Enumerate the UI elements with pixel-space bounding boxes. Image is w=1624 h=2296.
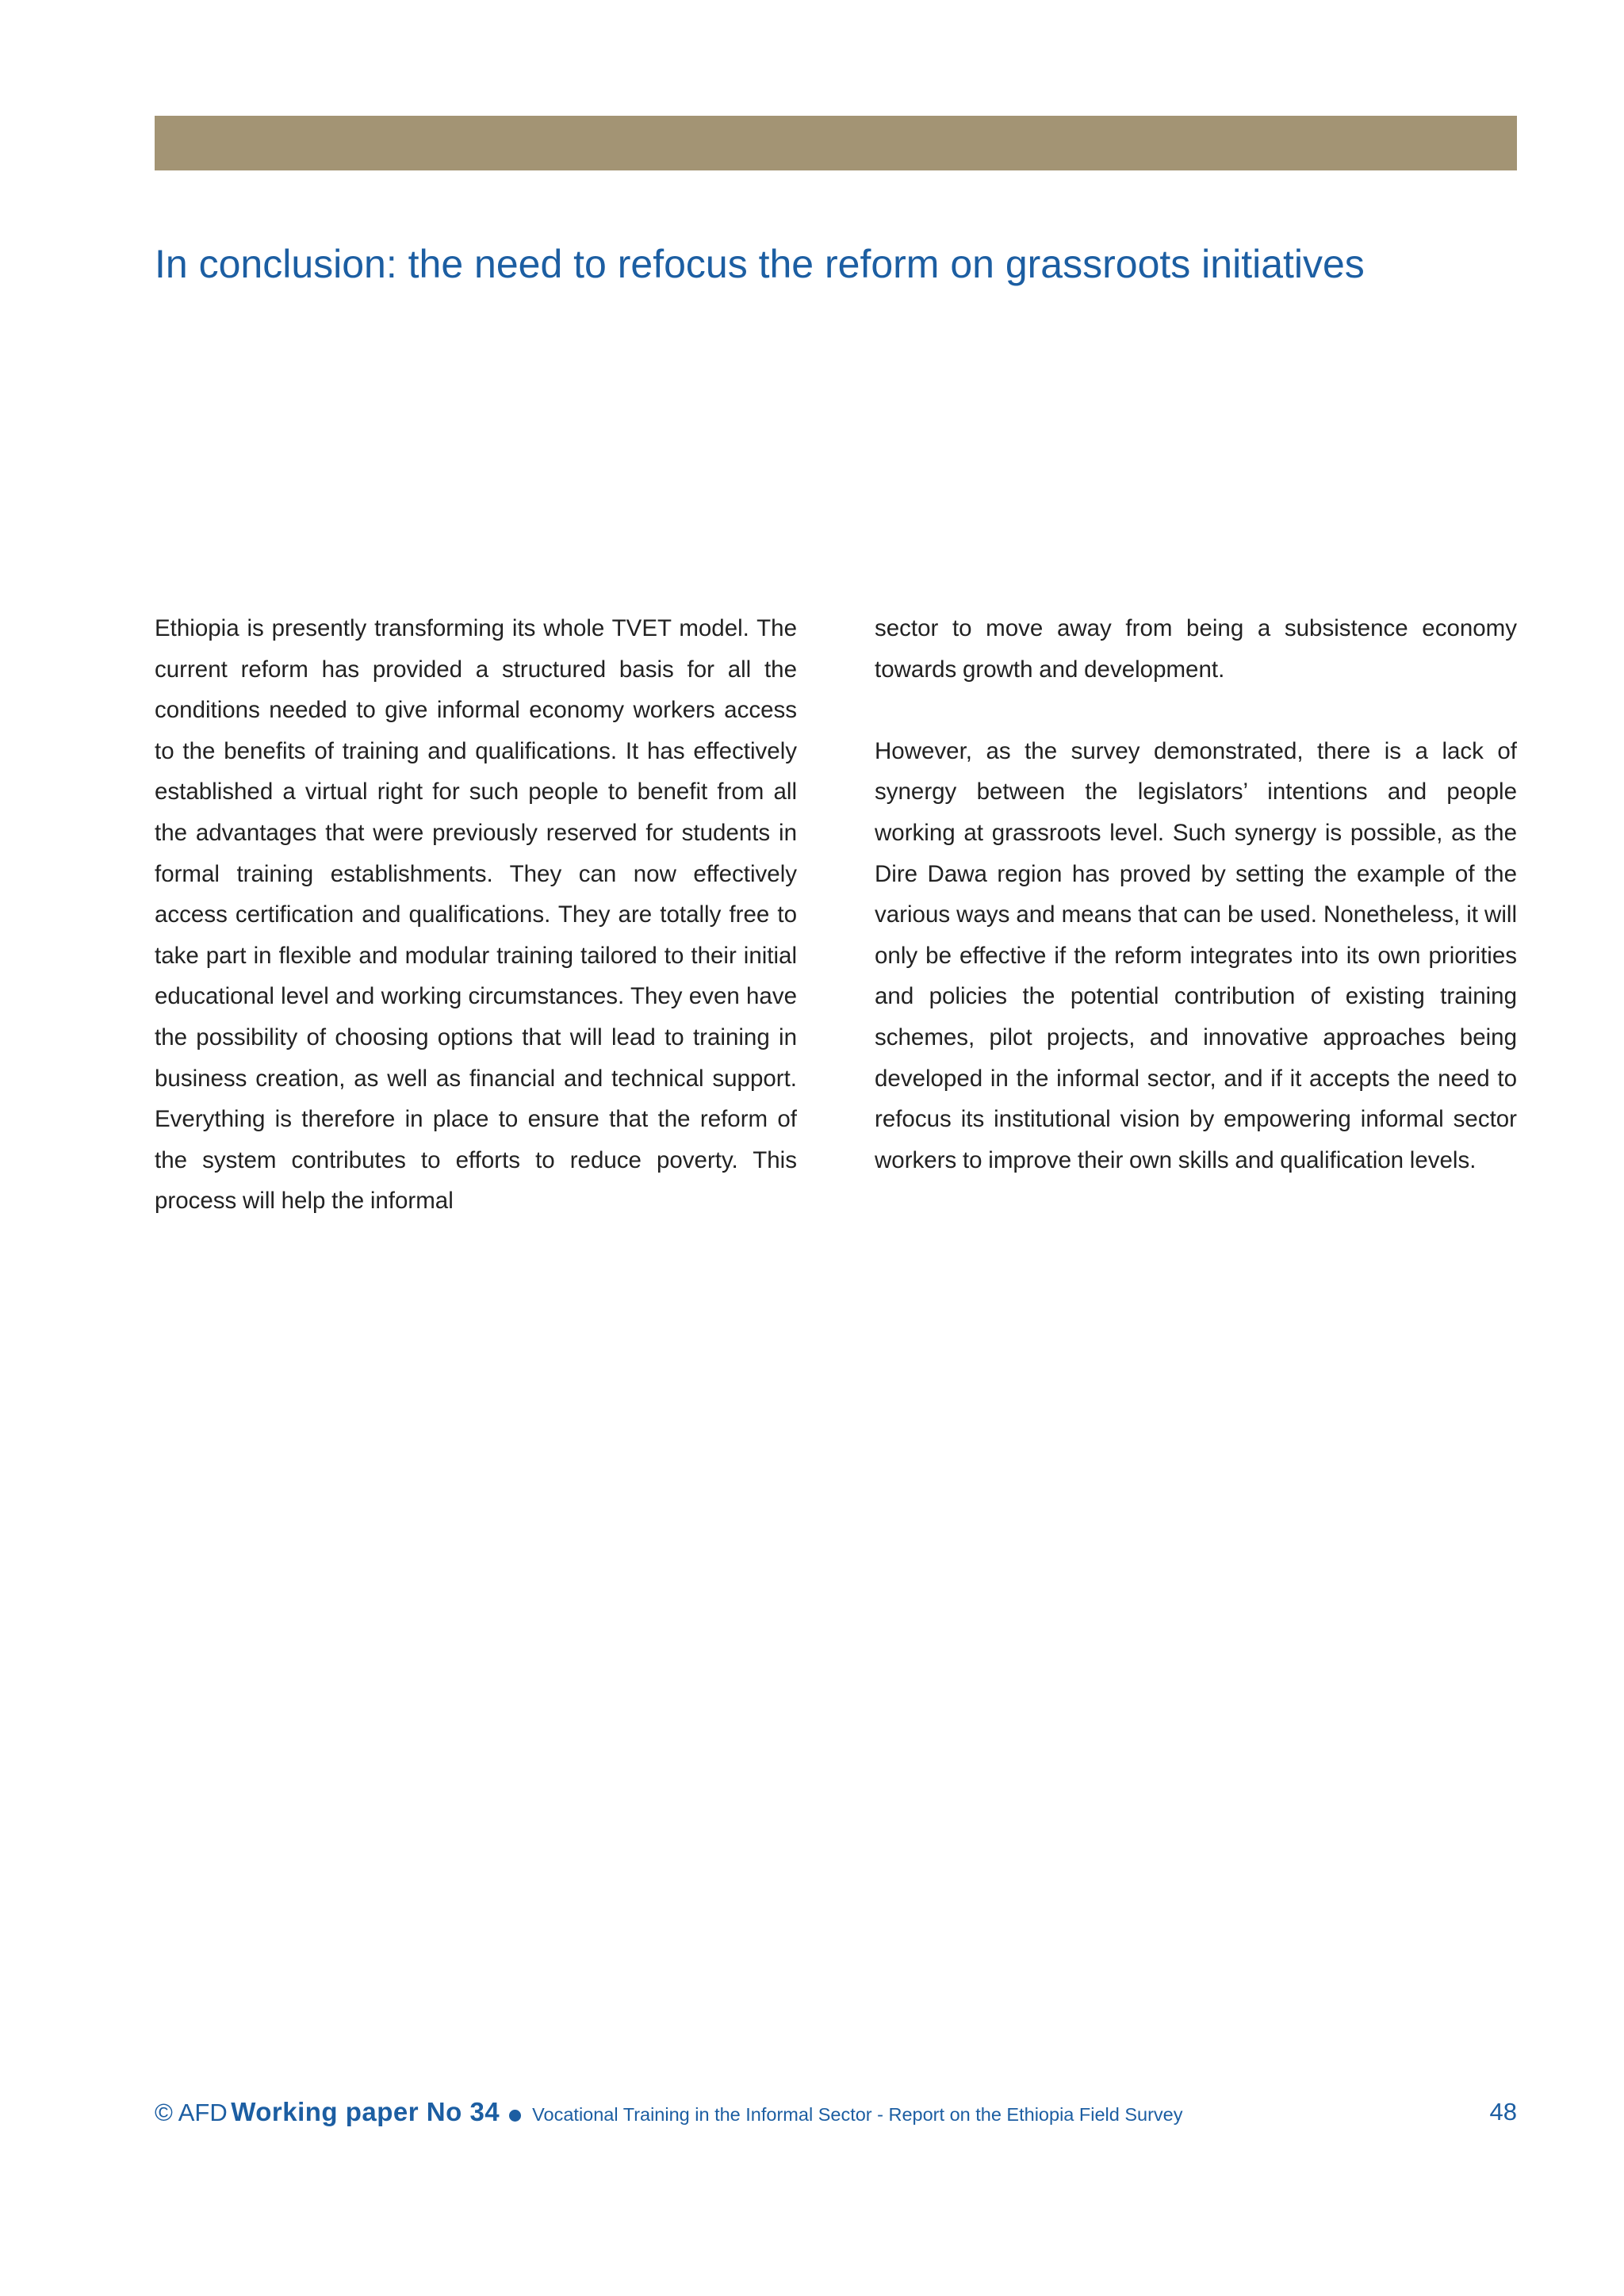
- bullet-icon: [509, 2110, 521, 2122]
- right-paragraph-2: However, as the survey demonstrated, there is a lack of synergy between the legislators’ intentions and people working at grassroots level. Such synergy is possible, as the Dire Dawa region has proved by setting the example of the various ways and means that can be used. Nonetheless, it will only be effective if the reform integrates into its own priorities and policies the potential contribution of existing training schemes, pilot projects, and innovative approaches being developed in the informal sector, and if it accepts the need to refocus its institutional vision by empowering informal sector workers to improve their own skills and qualification levels.: [875, 737, 1517, 1173]
- left-column: [155, 608, 797, 1222]
- footer-copyright: © AFD: [155, 2099, 228, 2126]
- footer-citation: [155, 2096, 1183, 2133]
- left-paragraph-1: Ethiopia is presently transforming its whole TVET model. The current reform has provided a structured basis for all the conditions needed to give informal economy workers access to the benefits of training and qualifications. It has effectively established a virtual right for such people to benefit from all the advantages that were previously reserved for students in formal training establishments. They can now effectively access certification and qualifications. They are totally free to take part in flexible and modular training tailored to their initial educational level and working circumstances. They even have the possibility of choosing options that will lead to training in business creation, as well as financial and technical support. Everything is therefore in place to ensure that the reform of the system contributes to efforts to reduce poverty. This process will help the informal: [155, 615, 797, 1215]
- right-column: [875, 608, 1517, 1181]
- right-paragraph-1: sector to move away from being a subsistence economy towards growth and development.: [875, 615, 1517, 683]
- header-band: [155, 116, 1517, 170]
- page-footer: [155, 2096, 1517, 2128]
- footer-series: Working paper No 34: [231, 2097, 500, 2126]
- section-title: In conclusion: the need to refocus the reform on grassroots initiatives: [155, 242, 1365, 286]
- page-number: 48: [1489, 2098, 1517, 2126]
- footer-subtitle: Vocational Training in the Informal Sector - Report on the Ethiopia Field Survey: [532, 2104, 1183, 2125]
